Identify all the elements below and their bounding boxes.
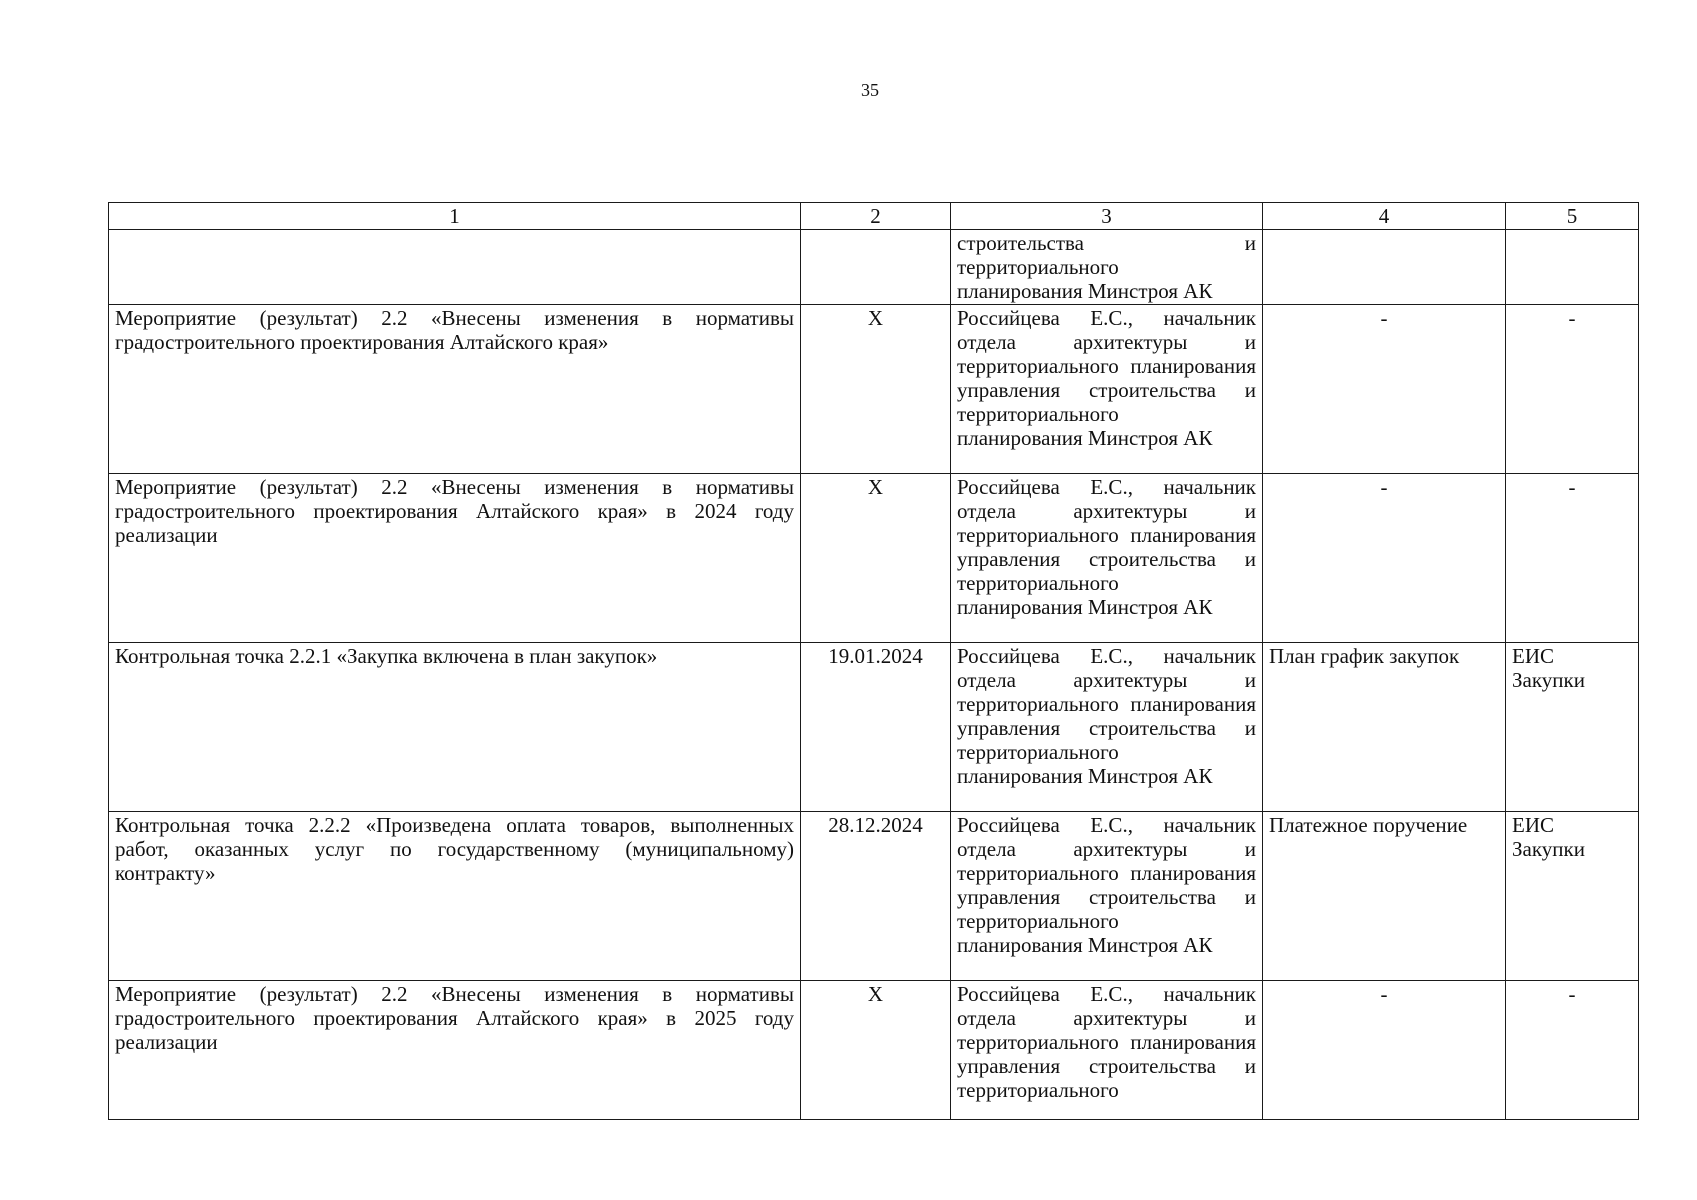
responsible-text-end: планирования Минстроя АК [957, 933, 1213, 957]
cell-date: 19.01.2024 [801, 643, 951, 812]
table-row [109, 981, 1639, 1120]
cell-date: X [801, 305, 951, 474]
cell-responsible [951, 643, 1263, 812]
cell-responsible [951, 230, 1263, 305]
cell-empty [1263, 230, 1506, 305]
responsible-text: Российцева Е.С., начальник отдела архитектуры и территориального планирования управления строительства и [957, 982, 1256, 1078]
cell-system: - [1506, 474, 1639, 643]
table-row-continuation [109, 230, 1639, 305]
cell-date: X [801, 981, 951, 1120]
table-row [109, 643, 1639, 812]
cell-responsible [951, 812, 1263, 981]
cell-event: Контрольная точка 2.2.1 «Закупка включена в план закупок» [109, 643, 801, 812]
header-col-5: 5 [1506, 203, 1639, 230]
responsible-text-end: территориального [957, 1078, 1119, 1102]
cell-system: ЕИС Закупки [1506, 643, 1639, 812]
responsible-text-end: планирования Минстроя АК [957, 426, 1213, 450]
responsible-text-end: планирования Минстроя АК [957, 279, 1213, 303]
responsible-text: Российцева Е.С., начальник отдела архитектуры и территориального планирования управления строительства и территориального [957, 813, 1256, 933]
cell-system: - [1506, 305, 1639, 474]
cell-document: - [1263, 474, 1506, 643]
cell-document: Платежное поручение [1263, 812, 1506, 981]
table-row [109, 474, 1639, 643]
responsible-text-end: планирования Минстроя АК [957, 595, 1213, 619]
plan-table [108, 202, 1639, 1120]
cell-empty [109, 230, 801, 305]
responsible-text: Российцева Е.С., начальник отдела архитектуры и территориального планирования управления строительства и территориального [957, 475, 1256, 595]
cell-document: - [1263, 981, 1506, 1120]
header-col-4: 4 [1263, 203, 1506, 230]
header-col-1: 1 [109, 203, 801, 230]
cell-event: Мероприятие (результат) 2.2 «Внесены изменения в нормативы градостроительного проектирования Алтайского края» в 2025 году реализации [109, 981, 801, 1120]
cell-date: 28.12.2024 [801, 812, 951, 981]
cell-document: - [1263, 305, 1506, 474]
responsible-text: Российцева Е.С., начальник отдела архитектуры и территориального планирования управления строительства и территориального [957, 644, 1256, 764]
cell-event: Мероприятие (результат) 2.2 «Внесены изменения в нормативы градостроительного проектирования Алтайского края» в 2024 году реализации [109, 474, 801, 643]
header-col-2: 2 [801, 203, 951, 230]
cell-system: - [1506, 981, 1639, 1120]
table-row [109, 812, 1639, 981]
cell-responsible [951, 305, 1263, 474]
cell-document: План график закупок [1263, 643, 1506, 812]
responsible-text: Российцева Е.С., начальник отдела архитектуры и территориального планирования управления строительства и территориального [957, 306, 1256, 426]
cell-date: X [801, 474, 951, 643]
responsible-text-end: планирования Минстроя АК [957, 764, 1213, 788]
header-row [109, 203, 1639, 230]
cell-responsible [951, 981, 1263, 1120]
cell-system: ЕИС Закупки [1506, 812, 1639, 981]
cell-event: Контрольная точка 2.2.2 «Произведена оплата товаров, выполненных работ, оказанных услуг по государственному (муниципальному) контракту» [109, 812, 801, 981]
cell-empty [801, 230, 951, 305]
responsible-text: строительства и территориального [957, 231, 1256, 279]
page-number: 35 [861, 80, 879, 100]
header-col-3: 3 [951, 203, 1263, 230]
table-row [109, 305, 1639, 474]
cell-event: Мероприятие (результат) 2.2 «Внесены изменения в нормативы градостроительного проектирования Алтайского края» [109, 305, 801, 474]
cell-responsible [951, 474, 1263, 643]
cell-empty [1506, 230, 1639, 305]
